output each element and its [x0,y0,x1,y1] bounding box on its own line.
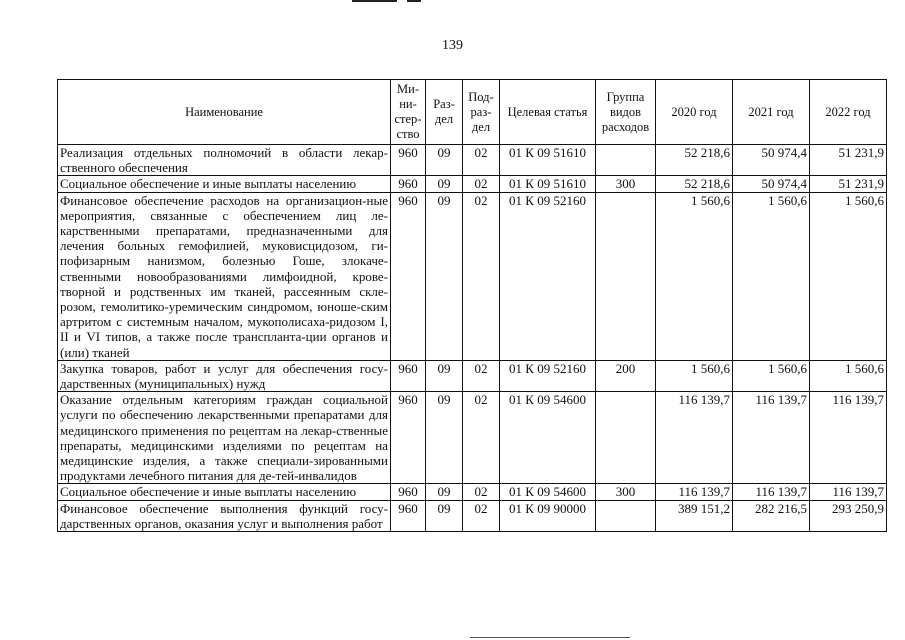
row-name: Оказание отдельным категориям граждан социальной услуги по обеспечению лекарственными препаратами для медицинского применения по рецептам на лекар-ственные препараты, медицинскими изделиями по рецептам на медицинские изделия, а также специали-зированными продуктами лечебного питания для де-тей-инвалидов [58,392,391,484]
header-expense-group: Группа видов расходов [596,80,656,145]
row-section: 09 [426,145,463,176]
table-row [58,192,887,360]
scan-mark-top-right [407,0,421,2]
row-subsection: 02 [463,360,500,391]
table-row [58,484,887,500]
row-ministry: 960 [391,176,426,192]
table-row [58,176,887,192]
table-row [58,392,887,484]
row-name: Финансовое обеспечение выполнения функций госу-дарственных органов, оказания услуг и выполнения работ [58,500,391,531]
row-ministry: 960 [391,392,426,484]
row-section: 09 [426,360,463,391]
row-article: 01 К 09 54600 [500,392,596,484]
row-ministry: 960 [391,192,426,360]
row-value-2022: 51 231,9 [810,176,887,192]
row-value-2021: 50 974,4 [733,176,810,192]
row-value-2020: 116 139,7 [656,392,733,484]
row-expense-group [596,500,656,531]
row-section: 09 [426,176,463,192]
page-number: 139 [442,38,463,53]
row-article: 01 К 09 51610 [500,145,596,176]
row-subsection: 02 [463,192,500,360]
row-article: 01 К 09 52160 [500,192,596,360]
row-expense-group [596,145,656,176]
row-value-2022: 116 139,7 [810,392,887,484]
row-name: Социальное обеспечение и иные выплаты населению [58,484,391,500]
scan-mark-bottom [470,637,630,638]
row-subsection: 02 [463,484,500,500]
scan-mark-top-left [352,0,397,2]
row-value-2021: 1 560,6 [733,360,810,391]
header-2022: 2022 год [810,80,887,145]
row-value-2022: 116 139,7 [810,484,887,500]
row-subsection: 02 [463,500,500,531]
row-value-2022: 1 560,6 [810,192,887,360]
row-name: Финансовое обеспечение расходов на организацион-ные мероприятия, связанные с обеспечением лиц ле-карственными препаратами, предназначенными для лечения больных гемофилией, муковисцидозом, ги-пофизарным нанизмом, болезнью Гоше, злокаче-ственными новообразованиями лимфоидной, крове-творной и родственных им тканей, рассеянным скле-розом, гемолитико-уремическим синдромом, юноше-ским артритом с системным началом, мукополисаха-ридозом I, II и VI типов, а также после транспланта-ции органов и (или) тканей [58,192,391,360]
row-expense-group: 200 [596,360,656,391]
row-value-2021: 1 560,6 [733,192,810,360]
table-row [58,360,887,391]
row-value-2022: 1 560,6 [810,360,887,391]
row-ministry: 960 [391,500,426,531]
row-section: 09 [426,500,463,531]
row-value-2021: 282 216,5 [733,500,810,531]
row-name: Реализация отдельных полномочий в области лекар-ственного обеспечения [58,145,391,176]
row-expense-group [596,192,656,360]
row-section: 09 [426,392,463,484]
row-subsection: 02 [463,176,500,192]
row-value-2022: 293 250,9 [810,500,887,531]
row-value-2021: 50 974,4 [733,145,810,176]
row-value-2021: 116 139,7 [733,484,810,500]
row-value-2021: 116 139,7 [733,392,810,484]
row-expense-group: 300 [596,484,656,500]
row-value-2020: 1 560,6 [656,192,733,360]
row-article: 01 К 09 54600 [500,484,596,500]
header-article: Целевая статья [500,80,596,145]
table-row [58,500,887,531]
row-article: 01 К 09 52160 [500,360,596,391]
row-name: Закупка товаров, работ и услуг для обеспечения госу-дарственных (муниципальных) нужд [58,360,391,391]
row-section: 09 [426,192,463,360]
row-ministry: 960 [391,145,426,176]
row-expense-group: 300 [596,176,656,192]
header-section: Раз-дел [426,80,463,145]
header-2021: 2021 год [733,80,810,145]
row-value-2020: 389 151,2 [656,500,733,531]
row-subsection: 02 [463,392,500,484]
table-header-row [58,80,887,145]
row-subsection: 02 [463,145,500,176]
row-article: 01 К 09 51610 [500,176,596,192]
row-name: Социальное обеспечение и иные выплаты населению [58,176,391,192]
table-row [58,145,887,176]
budget-table [57,79,887,532]
header-ministry: Ми-ни-стер-ство [391,80,426,145]
row-value-2020: 1 560,6 [656,360,733,391]
row-section: 09 [426,484,463,500]
row-article: 01 К 09 90000 [500,500,596,531]
header-name: Наименование [58,80,391,145]
row-value-2020: 52 218,6 [656,176,733,192]
row-ministry: 960 [391,360,426,391]
row-value-2020: 52 218,6 [656,145,733,176]
row-value-2022: 51 231,9 [810,145,887,176]
row-value-2020: 116 139,7 [656,484,733,500]
header-subsection: Под-раз-дел [463,80,500,145]
header-2020: 2020 год [656,80,733,145]
row-ministry: 960 [391,484,426,500]
row-expense-group [596,392,656,484]
